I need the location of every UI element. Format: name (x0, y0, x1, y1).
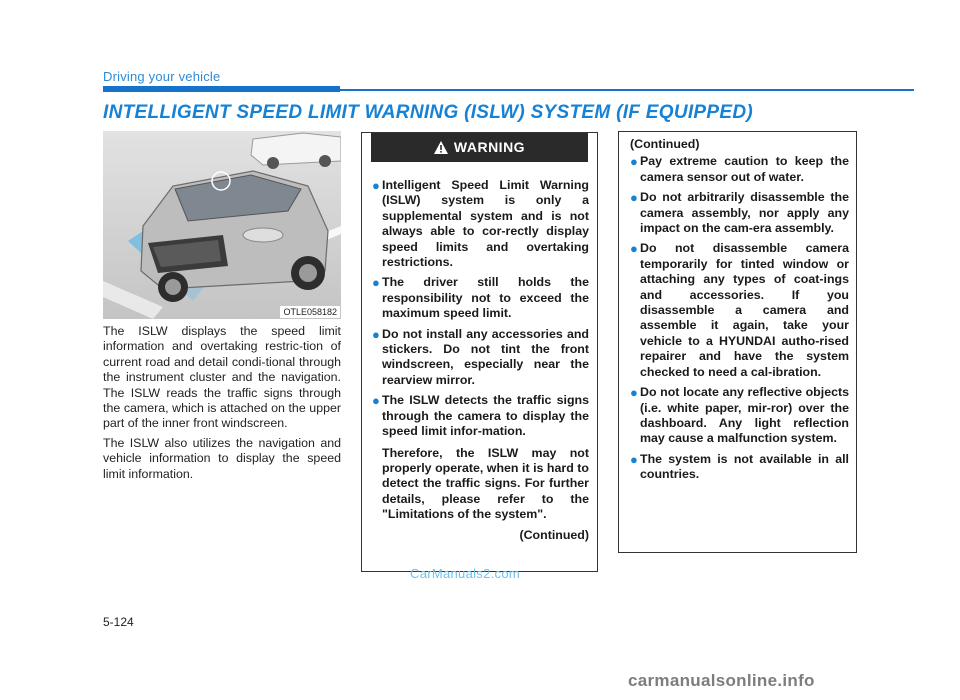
continued-list (619, 154, 856, 482)
bullet-icon: ● (630, 241, 638, 257)
bullet-icon: ● (630, 154, 638, 170)
bullet-icon: ● (372, 326, 380, 342)
warning-box (361, 132, 598, 572)
list-item-text: Do not disassemble camera temporarily for tinted window or attaching any types of coat-ings and accessories. If you disassemble a camera and assemble it again, take your vehicle to a HYUNDAI autho-rised repairer and have the system checked to need a cal-ibration. (640, 241, 849, 379)
bullet-icon: ● (630, 190, 638, 206)
list-item-text: Do not arbitrarily disassemble the camera assembly, nor apply any impact on the cam-era assembly. (640, 190, 849, 236)
warning-triangle-icon (434, 141, 448, 154)
continued-label: (Continued) (519, 527, 589, 542)
page-title: INTELLIGENT SPEED LIMIT WARNING (ISLW) SYSTEM (IF EQUIPPED) (103, 102, 753, 123)
suv-illustration (103, 131, 341, 319)
page-number: 5-124 (103, 615, 134, 629)
list-item (630, 452, 849, 483)
list-item (630, 241, 849, 380)
list-item (372, 275, 589, 321)
body-paragraph: The ISLW also utilizes the navigation and vehicle information to display the speed limit information. (103, 435, 341, 481)
list-item-text: Do not install any accessories and stickers. Do not tint the front windscreen, especially near the rearview mirror. (382, 326, 589, 387)
body-paragraph: The ISLW displays the speed limit information and overtaking restric-tion of current road and detail condi-tional through the instrument cluster and the navigation. The ISLW reads the traffic signs through the camera, which is attached on the upper part of the inner front windscreen. (103, 324, 341, 431)
warning-extra-paragraph: Therefore, the ISLW may not properly operate, when it is hard to detect the traffic signs. For further details, please refer to the "Limitations of the system". (382, 445, 589, 522)
body-text (103, 324, 341, 486)
continued-box (618, 131, 857, 553)
bullet-icon: ● (372, 275, 380, 291)
warning-label: WARNING (453, 138, 526, 155)
bullet-icon: ● (372, 393, 380, 409)
figure-code: OTLE058182 (280, 306, 340, 318)
header-bar (103, 86, 340, 92)
list-item (630, 190, 849, 236)
warning-banner (371, 133, 588, 162)
list-item-text: The ISLW detects the traffic signs through the camera to display the speed limit infor-mation. (382, 393, 589, 439)
list-item-text: Intelligent Speed Limit Warning (ISLW) system is only a supplemental system and is not always able to cor-rectly display speed limits and overtaking restrictions. (382, 178, 589, 270)
list-item (630, 154, 849, 185)
vehicle-camera-illustration (103, 131, 341, 319)
warning-list (362, 162, 597, 543)
continued-heading: (Continued) (630, 137, 700, 151)
list-item (372, 327, 589, 389)
section-label: Driving your vehicle (103, 69, 221, 84)
bullet-icon: ● (630, 385, 638, 401)
header-rule (340, 89, 914, 91)
list-item (372, 393, 589, 543)
watermark: CarManuals2.com (410, 566, 520, 581)
list-item-text: Do not locate any reflective objects (i.e. white paper, mir-ror) over the dashboard. Any light reflection may cause a malfunction system. (640, 385, 849, 446)
list-item (630, 385, 849, 447)
list-item-text: The system is not available in all countries. (640, 451, 849, 482)
footer-watermark: carmanualsonline.info (628, 671, 815, 690)
list-item-text: Pay extreme caution to keep the camera sensor out of water. (640, 154, 849, 184)
bullet-icon: ● (372, 178, 380, 193)
list-item (372, 178, 589, 270)
list-item-text: The driver still holds the responsibility not to exceed the maximum speed limit. (382, 275, 589, 321)
bullet-icon: ● (630, 451, 638, 467)
